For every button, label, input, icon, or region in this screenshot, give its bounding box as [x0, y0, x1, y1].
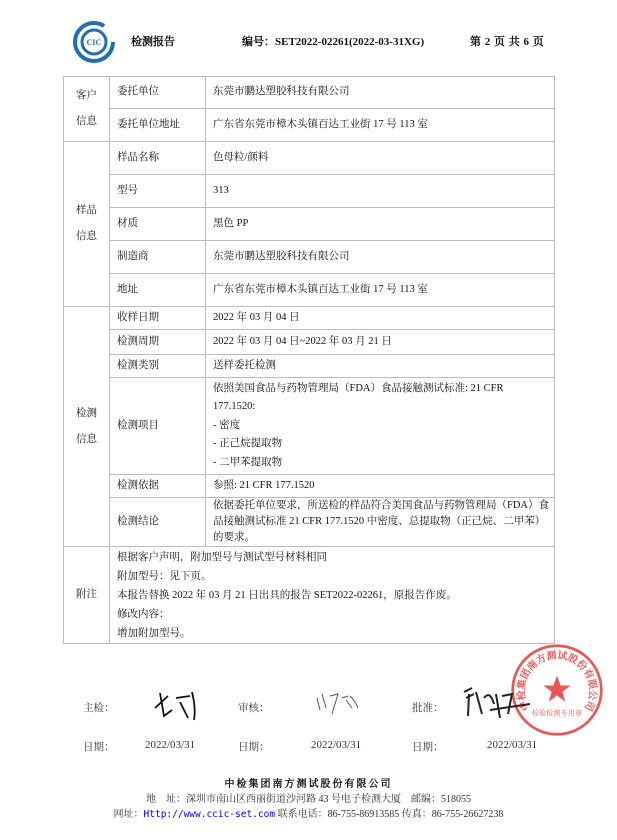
- field-label: 检测项目: [110, 378, 206, 475]
- reviewer-signature: [314, 688, 360, 720]
- website-link[interactable]: Http://www.ccic-set.com: [143, 809, 276, 820]
- inspector-date: 2022/03/31: [145, 739, 196, 751]
- approver-signature: [460, 684, 532, 724]
- inspector-signature: [150, 688, 200, 722]
- approver-date: 2022/03/31: [487, 739, 538, 751]
- field-value: 广东省东莞市樟木头镇百达工业街 17 号 113 室: [206, 274, 555, 307]
- doc-type: 检测报告: [131, 36, 175, 48]
- svg-text:中检集团南方测试股份有限公司: 中检集团南方测试股份有限公司: [516, 650, 598, 713]
- section-notes: 附注: [64, 547, 110, 644]
- field-value: 2022 年 03 月 04 日~2022 年 03 月 21 日: [206, 330, 555, 355]
- field-value: 送样委托检测: [206, 355, 555, 378]
- reviewer-date: 2022/03/31: [311, 739, 362, 751]
- field-value: 依照美国食品与药物管理局（FDA）食品接触测试标准: 21 CFR 177.1520: - 密度 - 正己烷提取物 - 二甲苯提取物: [206, 378, 555, 475]
- field-label: 委托单位: [110, 77, 206, 109]
- field-value: 东莞市鹏达塑胶科技有限公司: [206, 241, 555, 274]
- footer-address: 地 址：深圳市南山区西丽街道沙河路 43 号电子检测大厦 邮编：518055: [146, 794, 471, 805]
- report-info-table: [63, 76, 555, 644]
- section-client: 客户 信息: [64, 77, 110, 142]
- section-test: 检测 信息: [64, 307, 110, 547]
- field-value: 色母粒/颜料: [206, 142, 555, 175]
- field-value: 参照: 21 CFR 177.1520: [206, 475, 555, 498]
- field-value: 2022 年 03 月 04 日: [206, 307, 555, 330]
- field-label: 地址: [110, 274, 206, 307]
- field-label: 样品名称: [110, 142, 206, 175]
- approver-label: 批准：: [412, 703, 444, 714]
- report-number: 编号：SET2022-02261(2022-03-31XG): [242, 36, 425, 48]
- notes-content: 根据客户声明，附加型号与测试型号材料相同 附加型号：见下页。 本报告替换 2022 年 03 月 21 日出具的报告 SET2022-02261，原报告作废。 修改内容： 增加附加型号。: [110, 547, 555, 644]
- section-sample: 样品 信息: [64, 142, 110, 307]
- page-indicator: 第 2 页 共 6 页: [470, 36, 544, 48]
- cic-logo: [72, 20, 116, 64]
- field-label: 检测周期: [110, 330, 206, 355]
- field-label: 材质: [110, 208, 206, 241]
- field-value: 东莞市鹏达塑胶科技有限公司: [206, 77, 555, 109]
- field-label: 型号: [110, 175, 206, 208]
- field-label: 检测结论: [110, 498, 206, 547]
- field-label: 委托单位地址: [110, 109, 206, 142]
- date-label: 日期：: [412, 742, 444, 753]
- svg-text:检验检测专用章: 检验检测专用章: [531, 708, 583, 718]
- date-label: 日期：: [238, 742, 270, 753]
- field-label: 检测类别: [110, 355, 206, 378]
- field-value: 黑色 PP: [206, 208, 555, 241]
- field-label: 检测依据: [110, 475, 206, 498]
- field-label: 收样日期: [110, 307, 206, 330]
- footer-company: 中检集团南方测试股份有限公司: [224, 779, 393, 790]
- field-label: 制造商: [110, 241, 206, 274]
- field-value: 依据委托单位要求，所送检的样品符合美国食品与药物管理局（FDA）食品接触测试标准 21 CFR 177.1520 中密度、总提取物（正己烷、二甲苯）的要求。: [206, 498, 555, 547]
- field-value: 313: [206, 175, 555, 208]
- svg-text:CIC: CIC: [86, 38, 102, 47]
- field-value: 广东省东莞市樟木头镇百达工业街 17 号 113 室: [206, 109, 555, 142]
- inspector-label: 主检：: [83, 703, 115, 714]
- footer-contact-line: 网址：Http://www.ccic-set.com 联系电话：86-755-86913585 传真：86-755-26627238: [113, 809, 504, 820]
- reviewer-label: 审核：: [238, 703, 270, 714]
- date-label: 日期：: [83, 742, 115, 753]
